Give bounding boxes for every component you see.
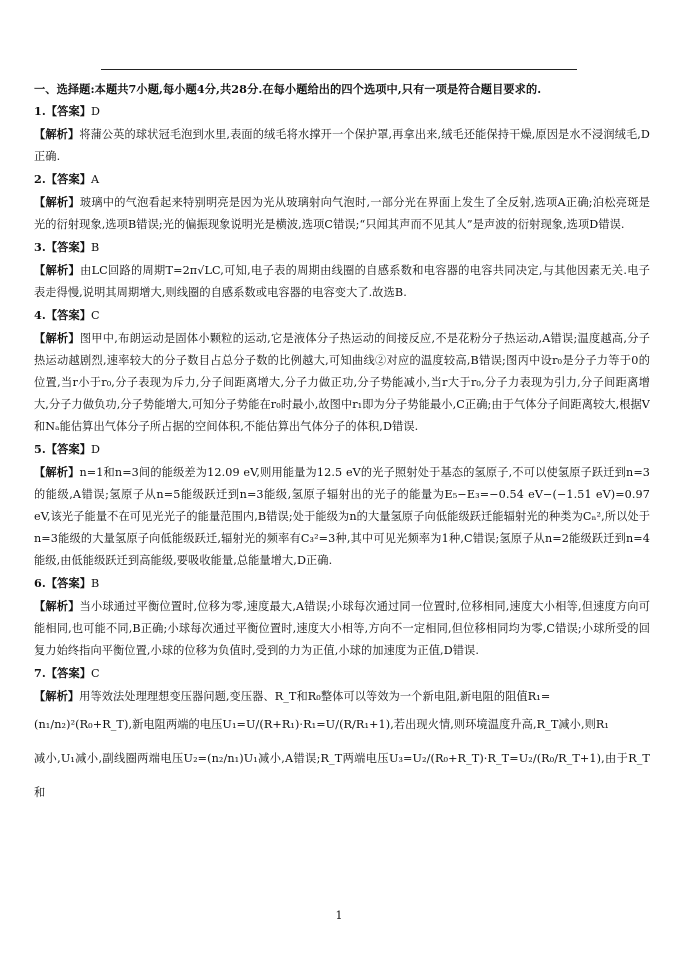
answer-line — [34, 100, 650, 123]
analysis-text: 将蒲公英的球状冠毛泡到水里,表面的绒毛将水撑开一个保护罩,再拿出来,绒毛还能保持干燥,原因是水不浸润绒毛,D正确. — [34, 128, 651, 163]
answer-value: C — [91, 667, 100, 680]
analysis-formula-line: 减小,U₁减小,副线圈两端电压U₂=(n₂/n₁)U₁减小,A错误;R_T两端电压U₃=U₂/(R₀+R_T)·R_T=U₂/(R₀/R_T+1),由于R_T和 — [34, 752, 650, 799]
answer-label: 1.【答案】 — [34, 104, 92, 118]
top-rule — [101, 69, 577, 70]
answer-value: D — [91, 443, 101, 456]
answer-value: A — [91, 173, 100, 186]
analysis-label: 【解析】 — [34, 195, 80, 209]
analysis-text: 图甲中,布朗运动是固体小颗粒的运动,它是液体分子热运动的间接反应,不是花粉分子热运动,A错误;温度越高,分子热运动越剧烈,速率较大的分子数目占总分子数的比例越大,可知曲线②对应的温度较高,B错误;图丙中设r₀是分子力等于0的位置,当r小于r₀,分子表现为斥力,分子间距离增大,分子力做正功,分子势能减小,当r大于r₀,分子力表现为引力,分子间距离增大,分子力做负功,分子势能增大,可知分子势能在r₀时最小,故图中r₁即为分子势能最小,C正确;由于气体分子间距离较大,根据V和Nₐ能估算出气体分子所占据的空间体积,不能估算出气体分子的体积,D错误. — [34, 332, 650, 433]
analysis-label: 【解析】 — [34, 599, 80, 613]
page-number: 1 — [335, 909, 343, 922]
document-body — [34, 78, 650, 810]
section-header: 一、选择题:本题共7小题,每小题4分,共28分.在每小题给出的四个选项中,只有一项是符合题目要求的. — [34, 82, 542, 96]
analysis-paragraph — [34, 685, 650, 708]
analysis-text: 由LC回路的周期T=2π√LC,可知,电子表的周期由线圈的自感系数和电容器的电容共同决定,与其他因素无关.电子表走得慢,说明其周期增大,则线圈的自感系数或电容器的电容变大了.故选B. — [34, 264, 650, 299]
analysis-text: n=1和n=3间的能级差为12.09 eV,则用能量为12.5 eV的光子照射处于基态的氢原子,不可以使氢原子跃迁到n=3的能级,A错误;氢原子从n=5能级跃迁到n=3能级,氢原子辐射出的光子的能量为E₅−E₃=−0.54 eV−(−1.51 eV)=0.97 eV,该光子能量不在可见光光子的能量范围内,B错误;处于能级为n的大量氢原子向低能级跃迁能辐射光的种类为Cₙ²,所以处于n=3能级的大量氢原子向低能级跃迁,辐射光的频率有C₃²=3种,其中可见光频率为1种,C错误;氢原子从n=2能级跃迁到n=4能级,由低能级跃迁到高能级,要吸收能量,总能量增大,D正确. — [34, 466, 651, 567]
answer-label: 2.【答案】 — [34, 172, 92, 186]
analysis-text: 玻璃中的气泡看起来特别明亮是因为光从玻璃射向气泡时,一部分光在界面上发生了全反射,选项A正确;泊松亮斑是光的衍射现象,选项B错误;光的偏振现象说明光是横波,选项C错误;“只闻其声而不见其人”是声波的衍射现象,选项D错误. — [34, 196, 650, 231]
answer-line — [34, 236, 650, 259]
answer-label: 7.【答案】 — [34, 666, 92, 680]
answer-line — [34, 438, 650, 461]
analysis-paragraph — [34, 461, 650, 572]
answer-value: B — [91, 577, 100, 590]
analysis-paragraph — [34, 123, 650, 168]
answer-line — [34, 168, 650, 191]
analysis-label: 【解析】 — [34, 331, 80, 345]
analysis-formula-line: (n₁/n₂)²(R₀+R_T),新电阻两端的电压U₁=U/(R+R₁)·R₁=U/(R/R₁+1),若出现火情,则环境温度升高,R_T减小,则R₁ — [34, 718, 610, 731]
answer-label: 6.【答案】 — [34, 576, 92, 590]
analysis-paragraph — [34, 191, 650, 236]
analysis-paragraph — [34, 327, 650, 438]
answer-label: 3.【答案】 — [34, 240, 92, 254]
analysis-label: 【解析】 — [34, 263, 81, 277]
answer-value: D — [91, 105, 101, 118]
analysis-paragraph — [34, 595, 650, 662]
answer-value: C — [91, 309, 100, 322]
analysis-paragraph — [34, 259, 650, 304]
answer-line — [34, 572, 650, 595]
answer-line — [34, 304, 650, 327]
analysis-label: 【解析】 — [34, 689, 80, 703]
answer-label: 4.【答案】 — [34, 308, 92, 322]
analysis-text: 当小球通过平衡位置时,位移为零,速度最大,A错误;小球每次通过同一位置时,位移相同,速度大小相等,但速度方向可能相同,也可能不同,B正确;小球每次通过平衡位置时,速度大小相等,方向不一定相同,但位移相同均为零,C错误;小球所受的回复力始终指向平衡位置,小球的位移为负值时,受到的力为正值,小球的加速度为正值,D错误. — [34, 600, 650, 657]
answer-label: 5.【答案】 — [34, 442, 92, 456]
analysis-label: 【解析】 — [34, 465, 80, 479]
answer-line — [34, 662, 650, 685]
analysis-label: 【解析】 — [34, 127, 80, 141]
analysis-text: 用等效法处理理想变压器问题,变压器、R_T和R₀整体可以等效为一个新电阻,新电阻的阻值R₁= — [79, 690, 551, 703]
answer-value: B — [91, 241, 100, 254]
